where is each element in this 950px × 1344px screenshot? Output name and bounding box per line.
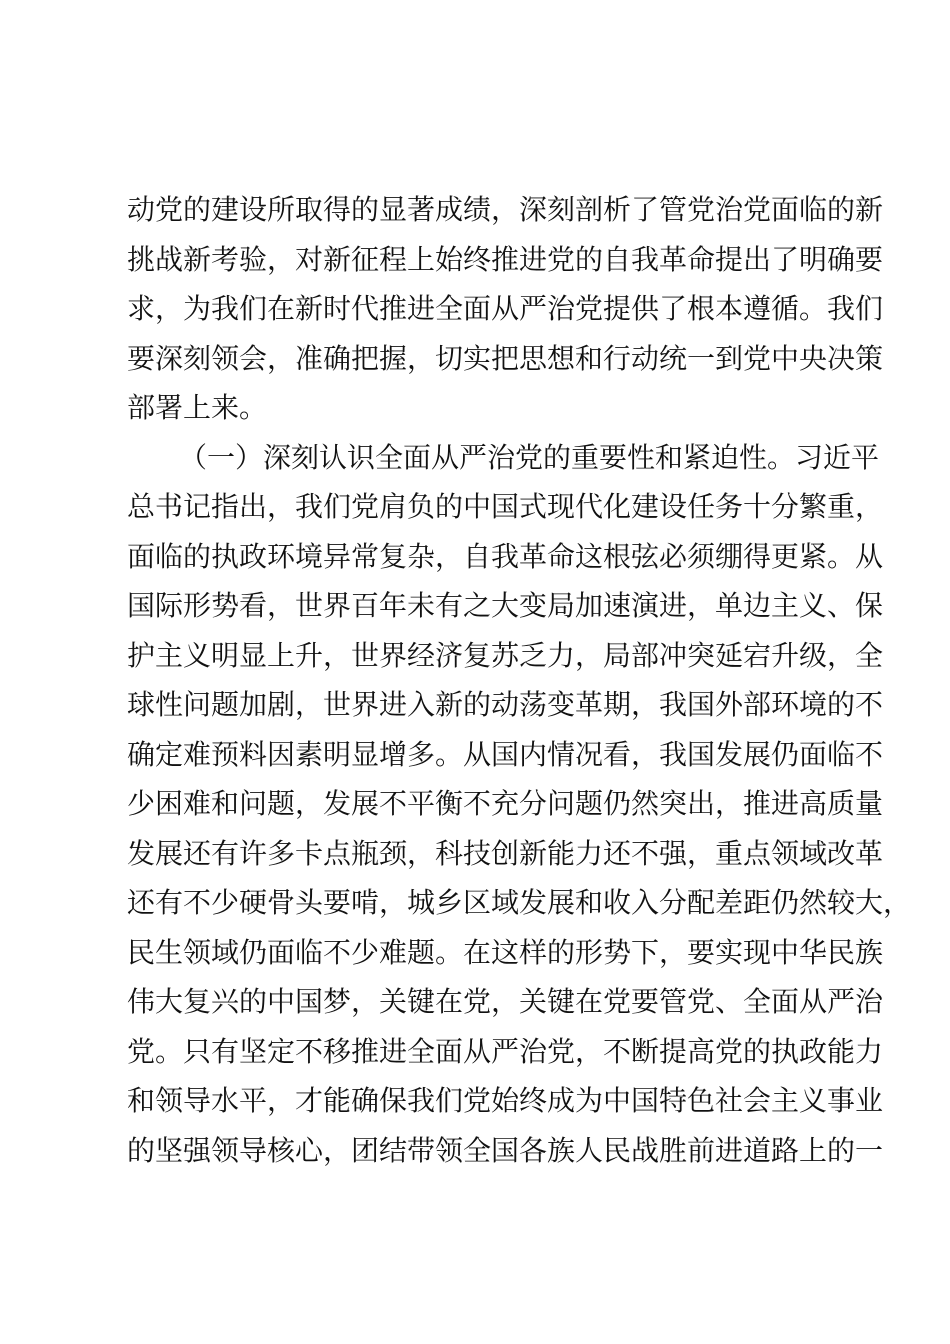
text-line: 护主义明显上升，世界经济复苏乏力，局部冲突延宕升级，全 <box>127 638 884 672</box>
body-text <box>127 185 912 1175</box>
text-line: 少困难和问题，发展不平衡不充分问题仍然突出，推进高质量 <box>127 787 884 820</box>
text-line: 面临的执政环境异常复杂，自我革命这根弦必须绷得更紧。从 <box>127 539 884 573</box>
text-line: 求，为我们在新时代推进全面从严治党提供了根本遵循。我们 <box>127 292 884 325</box>
text-line: 伟大复兴的中国梦，关键在党，关键在党要管党、全面从严治 <box>127 985 884 1018</box>
text-line: 和领导水平，才能确保我们党始终成为中国特色社会主义事业 <box>127 1084 884 1117</box>
text-line: 还有不少硬骨头要啃，城乡区域发展和收入分配差距仍然较大， <box>127 886 912 919</box>
text-line: 总书记指出，我们党肩负的中国式现代化建设任务十分繁重， <box>127 490 884 523</box>
text-line: 球性问题加剧，世界进入新的动荡变革期，我国外部环境的不 <box>127 688 884 721</box>
text-line: 动党的建设所取得的显著成绩，深刻剖析了管党治党面临的新 <box>127 193 884 226</box>
text-line: 部署上来。 <box>127 391 268 424</box>
text-line: 民生领域仍面临不少难题。在这样的形势下，要实现中华民族 <box>127 935 884 969</box>
text-line: 的坚强领导核心，团结带领全国各族人民战胜前进道路上的一 <box>127 1133 884 1167</box>
text-line: 确定难预料因素明显增多。从国内情况看，我国发展仍面临不 <box>127 737 884 771</box>
text-line: 党。只有坚定不移推进全面从严治党，不断提高党的执政能力 <box>127 1034 884 1068</box>
text-line: 要深刻领会，准确把握，切实把思想和行动统一到党中央决策 <box>127 341 884 375</box>
text-line: 挑战新考验，对新征程上始终推进党的自我革命提出了明确要 <box>127 242 884 276</box>
section-heading-line: （一）深刻认识全面从严治党的重要性和紧迫性。习近平 <box>179 440 880 474</box>
text-line: 发展还有许多卡点瓶颈，科技创新能力还不强，重点领域改革 <box>127 836 884 870</box>
text-line: 国际形势看，世界百年未有之大变局加速演进，单边主义、保 <box>127 589 884 622</box>
